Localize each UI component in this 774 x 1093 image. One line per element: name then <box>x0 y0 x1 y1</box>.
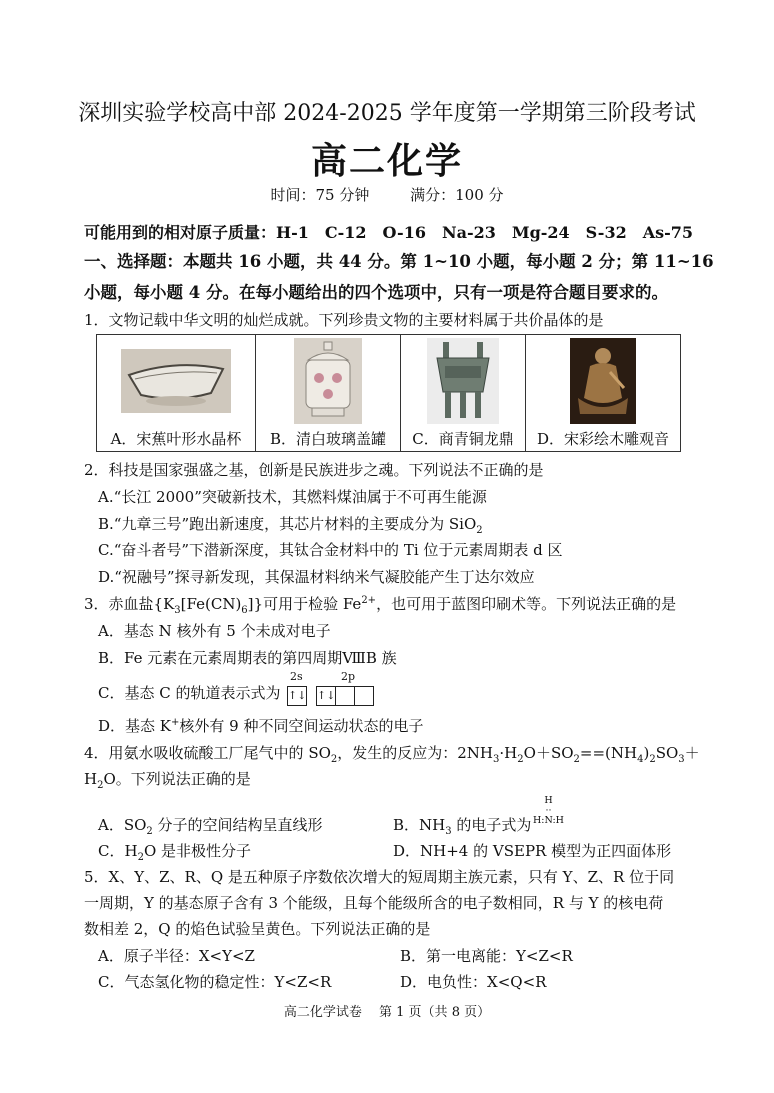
q2-stem: 2．科技是国家强盛之基，创新是民族进步之魂。下列说法不正确的是 <box>84 461 544 479</box>
q4-sub: 2 <box>146 826 153 837</box>
orbital-2p-boxes <box>316 685 373 706</box>
q1-option-b-label: B．清白玻璃盖罐 <box>269 430 387 448</box>
q5-option-d[interactable]: D．电负性：X<Q<R <box>400 973 547 991</box>
q3-stem-sub: 6 <box>241 605 248 616</box>
q2-option-b[interactable] <box>98 513 483 536</box>
q4-text: O 是非极性分子 <box>143 842 252 860</box>
q4-text: O＋SO <box>523 744 574 762</box>
q4-sub: 3 <box>493 754 500 765</box>
q1-relic-table <box>96 334 681 452</box>
q3-option-d-text: D．基态 K <box>98 717 172 735</box>
atomic-masses: 可能用到的相对原子质量：H-1 C-12 O-16 Na-23 Mg-24 S-32 As-75 <box>84 223 694 242</box>
page-footer: 高二化学试卷 第 1 页（共 8 页） <box>283 1005 491 1020</box>
q3-stem-sup: 2+ <box>361 595 377 606</box>
q3-stem-part: ，也可用于蓝图印刷术等。下列说法正确的是 <box>376 595 677 613</box>
exam-time: 时间：75 分钟 <box>270 186 370 204</box>
q1-option-c-label: C．商青铜龙鼎 <box>412 430 514 448</box>
q5-option-b[interactable]: B．第一电离能：Y<Z<R <box>400 947 573 965</box>
q2-option-d[interactable]: D.“祝融号”探寻新发现，其保温材料纳米气凝胶能产生丁达尔效应 <box>98 568 535 586</box>
q4-text: ==(NH <box>579 744 638 762</box>
q2-option-b-text: B.“九章三号”跑出新速度，其芯片材料的主要成分为 SiO <box>98 515 477 533</box>
q5-stem-line2: 一周期，Y 的基态原子含有 3 个能级，且每个能级所含的电子数相同，R 与 Y 的核电荷 <box>84 894 664 912</box>
eform-middle: H:N:H <box>533 815 564 826</box>
q4-text: ·H <box>499 744 518 762</box>
q4-sub: 4 <box>637 754 644 765</box>
q4-text: ) <box>643 744 650 762</box>
q5-option-c[interactable]: C．气态氢化物的稳定性：Y<Z<R <box>98 973 332 991</box>
orbital-box <box>354 686 374 706</box>
q4-text: 4．用氨水吸收硫酸工厂尾气中的 SO <box>84 744 331 762</box>
q4-text: B．NH <box>393 816 446 834</box>
q4-option-d[interactable]: D．NH+4 的 VSEPR 模型为正四面体形 <box>393 842 672 860</box>
q4-stem-line2 <box>84 768 251 791</box>
q4-option-b[interactable] <box>393 814 531 837</box>
q4-sub: 2 <box>649 754 656 765</box>
q3-stem-sub: 3 <box>174 605 181 616</box>
bronze-ding-icon <box>401 335 525 427</box>
q4-sub: 2 <box>97 780 104 791</box>
ammonia-electron-formula <box>533 796 564 826</box>
q3-stem-part: ]}可用于检验 Fe <box>247 595 362 613</box>
q4-option-c[interactable] <box>98 840 251 863</box>
q3-stem <box>84 593 676 616</box>
q3-option-a[interactable]: A．基态 N 核外有 5 个未成对电子 <box>98 622 331 640</box>
school-exam-title: 深圳实验学校高中部 2024-2025 学年度第一学期第三阶段考试 <box>78 101 696 126</box>
q3-stem-part: 3．赤血盐{K <box>84 595 175 613</box>
q4-text: SO <box>655 744 679 762</box>
q1-stem: 1．文物记载中华文明的灿烂成就。下列珍贵文物的主要材料属于共价晶体的是 <box>84 311 604 329</box>
exam-info <box>0 184 774 205</box>
exam-score: 满分：100 分 <box>410 186 504 204</box>
q4-sub: 2 <box>330 754 338 765</box>
q3-option-d[interactable] <box>98 715 424 736</box>
q1-option-b[interactable] <box>256 335 401 452</box>
q1-option-a[interactable] <box>97 335 256 452</box>
q1-option-d[interactable] <box>526 335 681 452</box>
q3-option-d-text: 核外有 9 种不同空间运动状态的电子 <box>179 717 424 735</box>
q4-sub: 2 <box>137 852 144 863</box>
q2-option-a[interactable]: A.“长江 2000”突破新技术，其燃料煤油属于不可再生能源 <box>98 488 487 506</box>
eform-top-h: H <box>544 795 553 806</box>
orbital-box: ↑↓ <box>316 686 336 706</box>
crystal-cup-icon <box>97 335 255 427</box>
q4-text: A．SO <box>98 816 147 834</box>
orbital-label-2p: 2p <box>341 670 356 683</box>
q1-option-a-label: A．宋蕉叶形水晶杯 <box>110 430 242 448</box>
q1-option-c[interactable] <box>401 335 526 452</box>
section-heading-line1: 一、选择题：本题共 16 小题，共 44 分。第 1~10 小题，每小题 2 分；第 11~16 <box>84 252 714 271</box>
q4-text: ，发生的反应为：2NH <box>337 744 494 762</box>
orbital-box <box>335 686 355 706</box>
q1-option-d-label: D．宋彩绘木雕观音 <box>536 430 670 448</box>
q4-sub: 2 <box>517 754 524 765</box>
q4-sub: 3 <box>678 754 685 765</box>
q5-stem-line1: 5．X、Y、Z、R、Q 是五种原子序数依次增大的短周期主族元素，只有 Y、Z、R 位于同 <box>84 868 675 886</box>
q4-text: H <box>84 770 98 788</box>
q4-sub: 3 <box>445 826 452 837</box>
orbital-2s-box <box>287 685 306 706</box>
glass-jar-icon <box>256 335 400 427</box>
q4-text: 分子的空间结构呈直线形 <box>152 816 323 834</box>
orbital-box: ↑↓ <box>287 686 307 706</box>
q4-text: 的电子式为 <box>451 816 532 834</box>
q4-sub: 2 <box>573 754 580 765</box>
q2-option-b-sub: 2 <box>476 525 483 536</box>
wood-statue-icon <box>526 335 680 427</box>
q4-option-a[interactable] <box>98 814 323 837</box>
section-heading-line2: 小题，每小题 4 分。在每小题给出的四个选项中，只有一项是符合题目要求的。 <box>84 283 668 302</box>
q4-text: O。下列说法正确的是 <box>103 770 251 788</box>
q5-stem-line3: 数相差 2，Q 的焰色试验呈黄色。下列说法正确的是 <box>84 920 431 938</box>
q3-option-c-text: C．基态 C 的轨道表示式为 <box>98 684 281 702</box>
orbital-label-2s: 2s <box>290 670 303 683</box>
eform-dots: ·· <box>545 805 552 816</box>
q5-option-a[interactable]: A．原子半径：X<Y<Z <box>98 947 255 965</box>
q4-stem-line1 <box>84 742 700 765</box>
subject-title: 高二化学 <box>310 140 463 182</box>
q2-option-c[interactable]: C.“奋斗者号”下潜新深度，其钛合金材料中的 Ti 位于元素周期表 d 区 <box>98 541 563 559</box>
q3-stem-part: [Fe(CN) <box>180 595 242 613</box>
q4-text: ＋ <box>684 744 700 762</box>
q3-option-b[interactable]: B．Fe 元素在元素周期表的第四周期ⅧB 族 <box>98 649 397 667</box>
q4-text: C．H <box>98 842 138 860</box>
q3-option-c[interactable] <box>98 682 281 703</box>
q3-option-d-sup: + <box>171 717 180 728</box>
